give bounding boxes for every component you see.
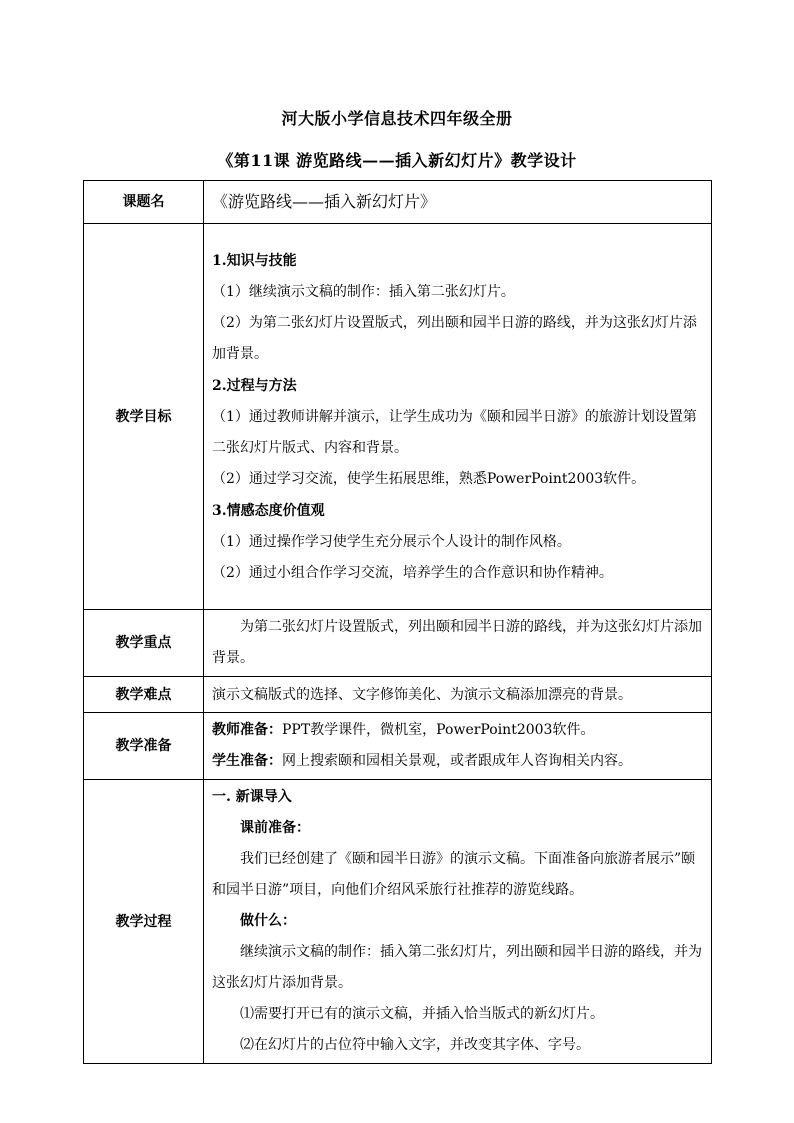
goals-attitude-item-1: （1）通过操作学习使学生充分展示个人设计的制作风格。 [212, 533, 571, 550]
key-value: 为第二张幻灯片设置版式，列出颐和园半日游的路线，并为这张幻灯片添加背景。 [204, 610, 712, 677]
goals-heading-knowledge: 1.知识与技能 [212, 252, 297, 269]
process-subheading-what: 做什么： [240, 913, 296, 929]
goals-process-item-2: （2）通过学习交流，使学生拓展思维，熟悉PowerPoint2003软件。 [212, 470, 646, 487]
goals-attitude-item-2: （2）通过小组合作学习交流，培养学生的合作意识和协作精神。 [212, 564, 613, 581]
table-row-goals [84, 224, 712, 610]
row-label-topic: 课题名 [84, 181, 204, 224]
table-row-prep [84, 713, 712, 780]
document-title: 河大版小学信息技术四年级全册 [281, 109, 513, 128]
prep-teacher [212, 715, 707, 746]
prep-student-value: 网上搜索颐和园相关景观，或者跟成年人咨询相关内容。 [282, 753, 632, 769]
goals-heading-process: 2.过程与方法 [212, 377, 297, 394]
process-paragraph-3: ⑴需要打开已有的演示文稿，并插入恰当版式的新幻灯片。 [240, 1006, 604, 1022]
row-label-difficulty: 教学难点 [84, 677, 204, 713]
goals-knowledge-item-2: （2）为第二张幻灯片设置版式，列出颐和园半日游的路线，并为这张幻灯片添加背景。 [212, 314, 697, 362]
prep-student [212, 746, 707, 777]
goals-knowledge-item-1: （1）继续演示文稿的制作：插入第二张幻灯片。 [212, 283, 515, 300]
row-label-goals: 教学目标 [84, 224, 204, 610]
prep-student-label: 学生准备： [212, 753, 282, 769]
row-label-key: 教学重点 [84, 610, 204, 677]
process-paragraph-2: 继续演示文稿的制作：插入第二张幻灯片，列出颐和园半日游的路线，并为这张幻灯片添加背景。 [212, 944, 702, 991]
table-row-topic [84, 181, 712, 224]
document-subtitle: 《第11课 游览路线——插入新幻灯片》教学设计 [217, 151, 577, 170]
goals-process-item-1: （1）通过教师讲解并演示，让学生成功为《颐和园半日游》的旅游计划设置第二张幻灯片版式、内容和背景。 [212, 408, 697, 456]
prep-teacher-label: 教师准备： [212, 722, 282, 738]
process-paragraph-1: 我们已经创建了《颐和园半日游》的演示文稿。下面准备向旅游者展示”颐和园半日游”项目，向他们介绍风采旅行社推荐的游览线路。 [212, 851, 696, 898]
table-row-key [84, 610, 712, 677]
topic-value: 《游览路线——插入新幻灯片》 [204, 181, 712, 224]
process-subheading-prep: 课前准备： [240, 820, 310, 836]
table-row-process [84, 780, 712, 1064]
lesson-plan-table [83, 180, 712, 1064]
table-row-difficulty [84, 677, 712, 713]
difficulty-value: 演示文稿版式的选择、文字修饰美化、为演示文稿添加漂亮的背景。 [204, 677, 712, 713]
process-section-heading: 一. 新课导入 [212, 789, 292, 805]
process-paragraph-4: ⑵在幻灯片的占位符中输入文字，并改变其字体、字号。 [240, 1037, 590, 1053]
process-content [204, 780, 712, 1064]
row-label-prep: 教学准备 [84, 713, 204, 780]
prep-teacher-value: PPT教学课件，微机室，PowerPoint2003软件。 [282, 722, 595, 738]
row-label-process: 教学过程 [84, 780, 204, 1064]
goals-heading-attitude: 3.情感态度价值观 [212, 502, 325, 519]
prep-content [204, 713, 712, 780]
goals-content [204, 224, 712, 610]
